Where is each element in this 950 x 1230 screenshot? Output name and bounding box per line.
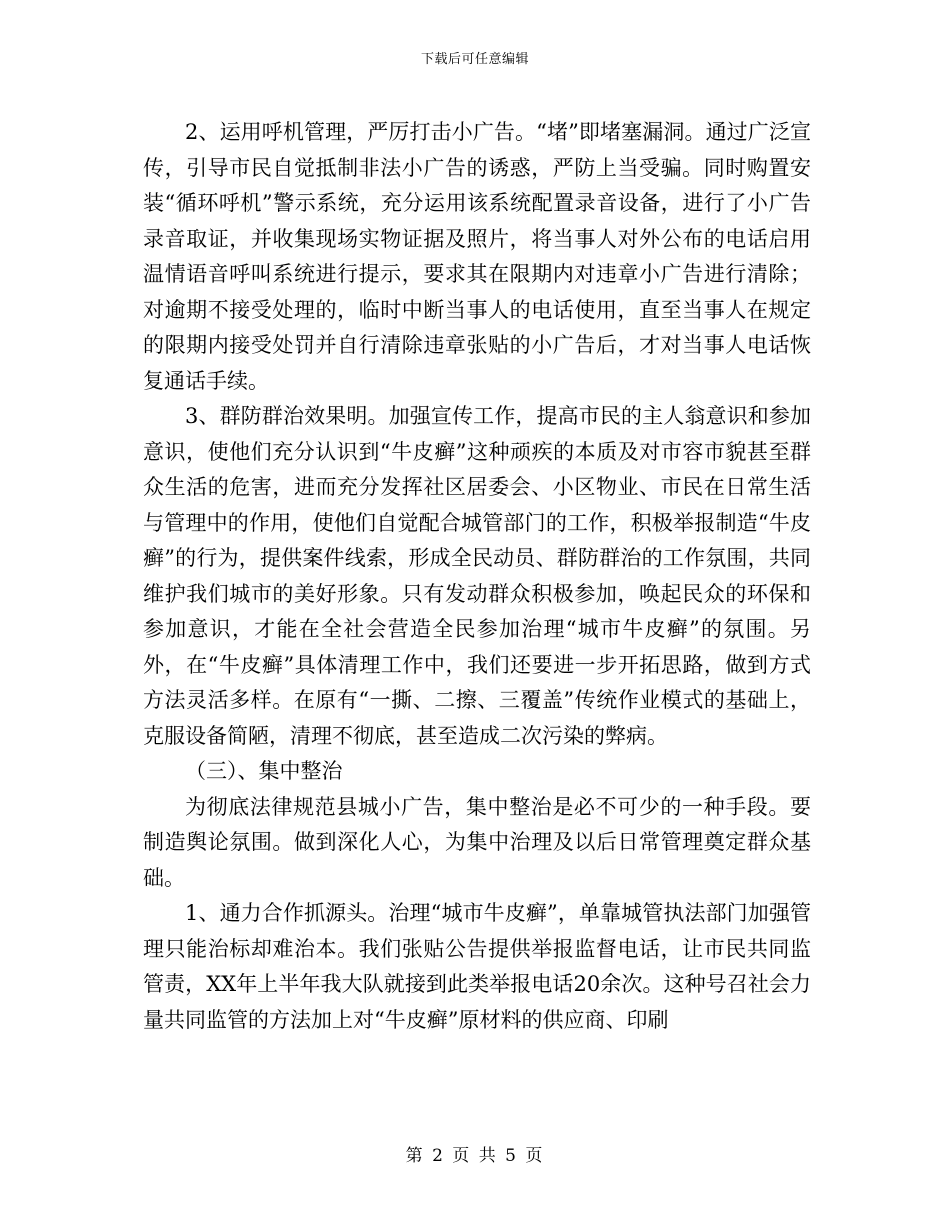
paragraph-point-1: 1、通力合作抓源头。治理“城市牛皮癣”，单靠城管执法部门加强管理只能治标却难治本。我们张贴公告提供举报监督电话，让市民共同监管责，XX年上半年我大队就接到此类举报电话20余次。这种号召社会力量共同监管的方法加上对“牛皮癣”原材料的供应商、印刷 bbox=[143, 901, 811, 1032]
section-heading: （三）、集中整治 bbox=[185, 759, 343, 783]
paragraph-intro: 为彻底法律规范县城小广告，集中整治是必不可少的一种手段。要制造舆论氛围。做到深化人心，为集中治理及以后日常管理奠定群众基础。 bbox=[143, 794, 811, 890]
page-header-note: 下载后可任意编辑 bbox=[420, 52, 529, 67]
paragraph-point-3: 3、群防群治效果明。加强宣传工作，提高市民的主人翁意识和参加意识，使他们充分认识到“牛皮癣”这种顽疾的本质及对市容市貌甚至群众生活的危害，进而充分发挥社区居委会、小区物业、市民在日常生活与管理中的作用，使他们自觉配合城管部门的工作，积极举报制造“牛皮癣”的行为，提供案件线索，形成全民动员、群防群治的工作氛围，共同维护我们城市的美好形象。只有发动群众积极参加，唤起民众的环保和参加意识，才能在全社会营造全民参加治理“城市牛皮癣”的氛围。另外，在“牛皮癣”具体清理工作中，我们还要进一步开拓思路，做到方式方法灵活多样。在原有“一撕、二擦、三覆盖”传统作业模式的基础上，克服设备简陋，清理不彻底，甚至造成二次污染的弊病。 bbox=[143, 404, 811, 748]
document-body bbox=[143, 115, 811, 1038]
paragraph-point-2: 2、运用呼机管理，严厉打击小广告。“堵”即堵塞漏洞。通过广泛宣传，引导市民自觉抵制非法小广告的诱惑，严防上当受骗。同时购置安装“循环呼机”警示系统，充分运用该系统配置录音设备，进行了小广告录音取证，并收集现场实物证据及照片，将当事人对外公布的电话启用温情语音呼叫系统进行提示，要求其在限期内对违章小广告进行清除；对逾期不接受处理的，临时中断当事人的电话使用，直至当事人在规定的限期内接受处罚并自行清除违章张贴的小广告后，才对当事人电话恢复通话手续。 bbox=[143, 120, 811, 393]
page-number: 第 2 页 共 5 页 bbox=[405, 1146, 545, 1166]
